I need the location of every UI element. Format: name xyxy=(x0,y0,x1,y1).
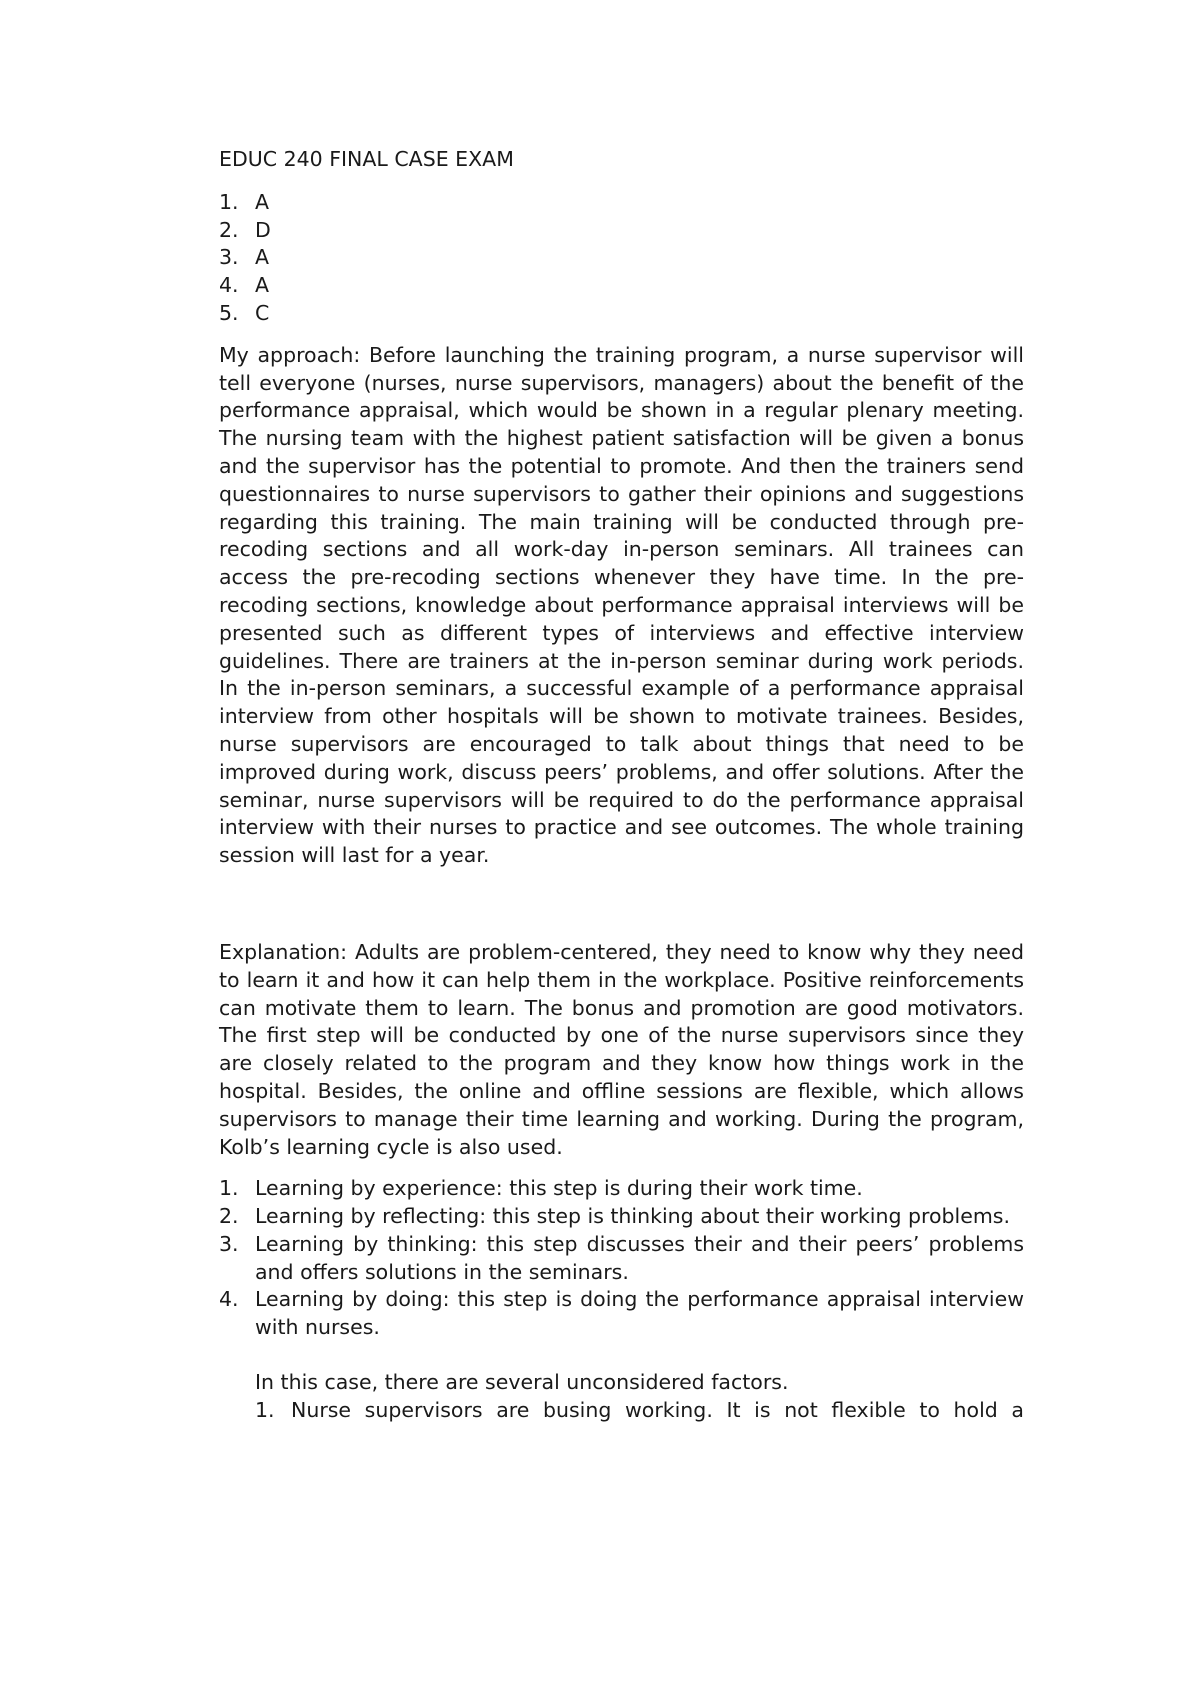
kolb-step-item xyxy=(219,1175,1024,1203)
step-text: Learning by reflecting: this step is thinking about their working problems. xyxy=(255,1204,1010,1229)
kolb-step-item xyxy=(219,1231,1024,1287)
answer-text: A xyxy=(255,245,270,270)
answer-text: A xyxy=(255,189,270,214)
kolb-step-item xyxy=(219,1203,1024,1231)
answer-item xyxy=(219,272,1024,300)
kolb-step-item xyxy=(219,1286,1024,1342)
answer-number: 4. xyxy=(219,273,239,298)
answer-item xyxy=(219,300,1024,328)
answer-item xyxy=(219,244,1024,272)
document-content xyxy=(219,146,1024,1425)
unconsidered-section xyxy=(255,1369,1024,1425)
answer-list xyxy=(219,189,1024,328)
unconsidered-factors-list xyxy=(255,1397,1024,1425)
approach-paragraph: My approach: Before launching the training program, a nurse supervisor will tell everyone (nurses, nurse supervisors, managers) about the benefit of the performance appraisal, which would be shown in a regular plenary meeting. The nursing team with the highest patient satisfaction will be given a bonus and the supervisor has the potential to promote. And then the trainers send questionnaires to nurse supervisors to gather their opinions and suggestions regarding this training. The main training will be conducted through pre-recoding sections and all work-day in-person seminars. All trainees can access the pre-recoding sections whenever they have time. In the pre-recoding sections, knowledge about performance appraisal interviews will be presented such as different types of interviews and effective interview guidelines. There are trainers at the in-person seminar during work periods. In the in-person seminars, a successful example of a performance appraisal interview from other hospitals will be shown to motivate trainees. Besides, nurse supervisors are encouraged to talk about things that need to be improved during work, discuss peers’ problems, and offer solutions. After the seminar, nurse supervisors will be required to do the performance appraisal interview with their nurses to practice and see outcomes. The whole training session will last for a year. xyxy=(219,342,1024,868)
step-text: Learning by thinking: this step discusses their and their peers’ problems and offers solutions in the seminars. xyxy=(255,1231,1024,1284)
blank-line xyxy=(219,870,1024,939)
answer-text: A xyxy=(255,273,270,298)
kolb-steps-list xyxy=(219,1175,1024,1342)
answer-item xyxy=(219,189,1024,217)
factor-text: Nurse supervisors are busing working. It is not flexible to hold a xyxy=(291,1397,1024,1422)
answer-number: 3. xyxy=(219,245,239,270)
factor-number: 1. xyxy=(255,1397,275,1422)
step-number: 2. xyxy=(219,1204,239,1229)
page-title: EDUC 240 FINAL CASE EXAM xyxy=(219,147,514,171)
step-number: 1. xyxy=(219,1176,239,1201)
explanation-paragraph: Explanation: Adults are problem-centered, they need to know why they need to learn it and how it can help them in the workplace. Positive reinforcements can motivate them to learn. The bonus and promotion are good motivators. The first step will be conducted by one of the nurse supervisors since they are closely related to the program and they know how things work in the hospital. Besides, the online and offline sessions are flexible, which allows supervisors to manage their time learning and working. During the program, Kolb’s learning cycle is also used. xyxy=(219,939,1024,1159)
step-text: Learning by doing: this step is doing the performance appraisal interview with nurses. xyxy=(255,1287,1024,1340)
factor-item xyxy=(255,1397,1024,1425)
answer-item xyxy=(219,217,1024,245)
answer-number: 2. xyxy=(219,217,239,242)
answer-number: 5. xyxy=(219,300,239,325)
step-number: 3. xyxy=(219,1231,239,1256)
unconsidered-intro: In this case, there are several unconsidered factors. xyxy=(255,1370,789,1395)
step-number: 4. xyxy=(219,1287,239,1312)
answer-text: D xyxy=(255,217,271,242)
step-text: Learning by experience: this step is during their work time. xyxy=(255,1176,863,1201)
answer-number: 1. xyxy=(219,189,239,214)
answer-text: C xyxy=(255,300,270,325)
